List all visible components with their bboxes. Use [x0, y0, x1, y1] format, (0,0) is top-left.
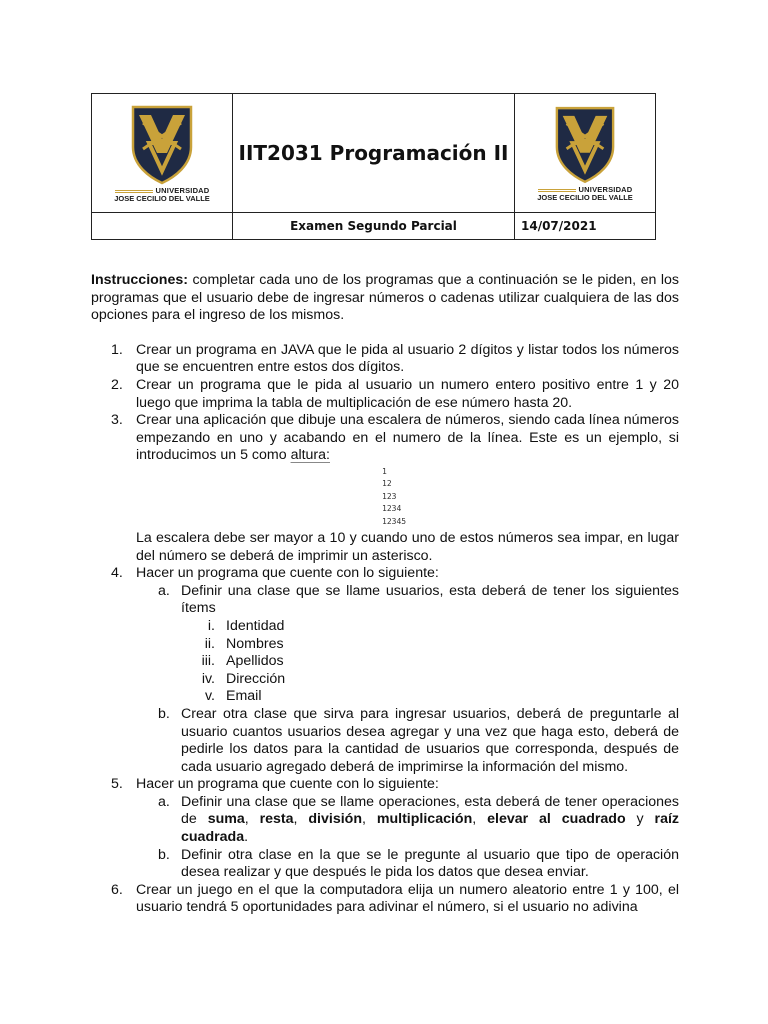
university-crest-icon: [553, 104, 617, 184]
logo-university-label: UNIVERSIDAD: [155, 186, 210, 196]
field-text: Email: [226, 688, 262, 705]
field-number: v.: [205, 688, 215, 705]
instructions: [91, 272, 679, 325]
subitem-letter: a.: [158, 793, 170, 810]
subitem-letter: b.: [158, 705, 170, 722]
question-5: [91, 776, 679, 794]
subitem-text: Definir una clase que se llame usuarios, esta deberá de tener los siguientes ítems: [181, 582, 679, 617]
question-3: [91, 412, 679, 465]
question-number: 4.: [111, 565, 123, 582]
example-line: 12: [382, 479, 392, 489]
question-2: [91, 377, 679, 412]
university-crest-icon: [129, 103, 195, 185]
question-4: [91, 565, 679, 583]
field-item: [91, 636, 679, 654]
field-number: iii.: [201, 653, 215, 670]
field-number: ii.: [204, 635, 215, 652]
field-text: Dirección: [226, 670, 286, 687]
field-item: [91, 671, 679, 689]
logo-university-name: JOSE CECILIO DEL VALLE: [537, 193, 633, 202]
field-number: i.: [207, 617, 215, 634]
operation-multiplicacion: multiplicación: [376, 811, 473, 828]
course-title: IIT2031 Programación II: [233, 94, 515, 213]
field-text: Identidad: [226, 617, 285, 634]
question-underlined-text: altura:: [290, 447, 330, 464]
operation-raiz-cuadrada: raíz cuadrada: [181, 811, 679, 846]
header-table: [91, 93, 656, 240]
subitem-text: Definir una clase que se llame operaciones, esta deberá de tener operaciones de: [181, 793, 679, 828]
question-text: Crear un juego en el que la computadora elija un numero aleatorio entre 1 y 100, el usuario tendrá 5 oportunidades para adivinar el número, si el usuario no adivina: [136, 881, 679, 916]
field-item: [91, 688, 679, 706]
instructions-text: completar cada uno de los programas que a continuación se le piden, en los programas que el usuario debe de ingresar números o cadenas utilizar cualquiera de las dos opciones para el ingreso de los mismos.: [91, 272, 679, 324]
logo-university-name: JOSE CECILIO DEL VALLE: [114, 194, 210, 203]
separator: y: [625, 811, 655, 828]
question-text: Hacer un programa que cuente con lo siguiente:: [136, 565, 439, 582]
field-number: iv.: [201, 670, 215, 687]
exam-date: 14/07/2021: [515, 213, 656, 240]
question-text: Hacer un programa que cuente con lo siguiente:: [136, 776, 439, 793]
exam-content: [91, 272, 679, 917]
question-number: 6.: [111, 881, 123, 898]
question-3-note: La escalera debe ser mayor a 10 y cuando uno de estos números sea impar, en lugar del número se deberá de imprimir un asterisco.: [136, 529, 679, 564]
question-text: Crear una aplicación que dibuje una escalera de números, siendo cada línea números empezando en uno y acabando en el numero de la línea. Este es un ejemplo, si introducimos un 5 como: [136, 412, 679, 464]
subitem-letter: a.: [158, 582, 170, 599]
instructions-label: Instrucciones:: [91, 272, 188, 288]
question-text: Crear un programa en JAVA que le pida al usuario 2 dígitos y listar todos los números que se encuentren entre estos dos dígitos.: [136, 341, 679, 376]
field-text: Apellidos: [226, 653, 284, 670]
subitem-text: Definir otra clase en la que se le pregunte al usuario que tipo de operación desea realizar y que después le pida los datos que desea enviar.: [181, 846, 679, 881]
logo-university-label: UNIVERSIDAD: [578, 185, 633, 195]
left-logo-cell: [92, 94, 233, 213]
example-line: 123: [382, 491, 397, 501]
separator: ,: [244, 811, 260, 828]
field-text: Nombres: [226, 635, 284, 652]
question-number: 3.: [111, 412, 123, 429]
separator: ,: [472, 811, 488, 828]
example-line: 1: [382, 466, 387, 476]
question-1: [91, 342, 679, 377]
example-line: 12345: [382, 516, 407, 526]
question-4b: [91, 706, 679, 776]
sentence-end: .: [244, 829, 249, 846]
exam-name: Examen Segundo Parcial: [233, 213, 515, 240]
operation-suma: suma: [207, 811, 245, 828]
right-logo-cell: [515, 94, 656, 213]
field-item: [91, 653, 679, 671]
subitem-text: Crear otra clase que sirva para ingresar usuarios, deberá de preguntarle al usuario cuantos usuarios desea agregar y una vez que haga esto, deberá de pedirle los datos para la cantidad de usuarios que corresponda, después de cada usuario agregado deberá de imprimirse la información del mismo.: [181, 705, 679, 775]
subitem-letter: b.: [158, 846, 170, 863]
empty-cell: [92, 213, 233, 240]
operation-resta: resta: [259, 811, 294, 828]
staircase-example: [382, 466, 679, 528]
example-line: 1234: [382, 504, 402, 514]
question-text: Crear un programa que le pida al usuario un numero entero positivo entre 1 y 20 luego que imprima la tabla de multiplicación de ese número hasta 20.: [136, 376, 679, 411]
question-number: 2.: [111, 376, 123, 393]
separator: ,: [293, 811, 309, 828]
separator: ,: [362, 811, 377, 828]
question-number: 5.: [111, 776, 123, 793]
question-4a: [91, 583, 679, 618]
question-5b: [91, 847, 679, 882]
question-6: [91, 882, 679, 917]
field-item: [91, 618, 679, 636]
operation-elevar-al-cuadrado: elevar al cuadrado: [487, 811, 626, 828]
question-5a: [91, 794, 679, 847]
question-number: 1.: [111, 341, 123, 358]
operation-division: división: [308, 811, 362, 828]
